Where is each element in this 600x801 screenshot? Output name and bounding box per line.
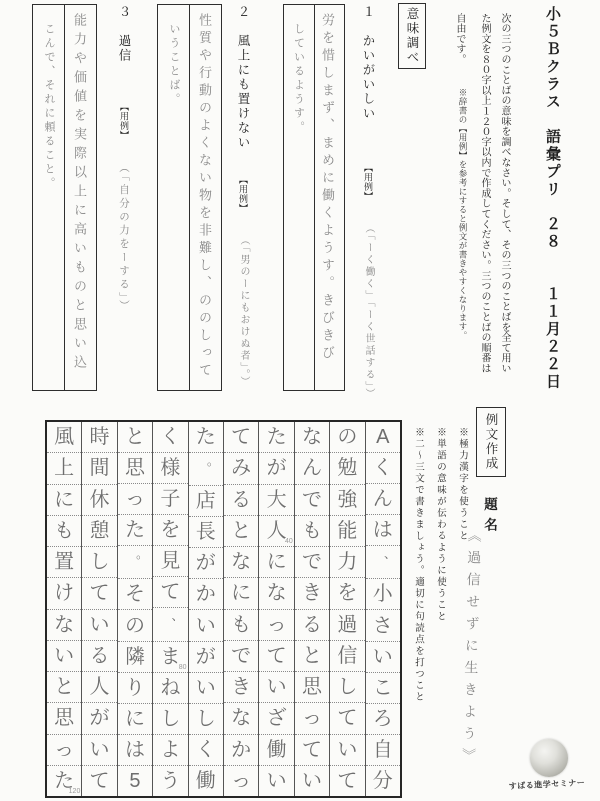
grid-cell bbox=[259, 766, 293, 796]
handwritten-character: み bbox=[231, 457, 252, 480]
handwritten-character: に bbox=[231, 582, 252, 605]
grid-cell bbox=[82, 703, 116, 734]
handwritten-character: 。 bbox=[206, 454, 219, 469]
word-1-usage-label: 【用例】 bbox=[363, 163, 373, 201]
grid-cell bbox=[153, 766, 187, 796]
handwritten-character: 上 bbox=[54, 457, 75, 480]
grid-cell bbox=[224, 703, 258, 734]
grid-column-4 bbox=[258, 422, 293, 796]
grid-column-8 bbox=[117, 422, 152, 796]
composition-note-1: ※極力漢字を使うこと bbox=[457, 427, 468, 542]
word-2-usage-handwritten: （「男のーにもおけぬ者」。） bbox=[238, 235, 249, 388]
handwritten-character: 5 bbox=[129, 769, 141, 792]
grid-cell bbox=[47, 641, 81, 672]
grid-cell bbox=[330, 672, 364, 703]
handwritten-character: も bbox=[231, 613, 252, 636]
handwritten-character: て bbox=[160, 581, 181, 604]
grid-cell bbox=[118, 735, 152, 766]
handwritten-character: な bbox=[231, 551, 252, 574]
grid-cell bbox=[224, 735, 258, 766]
composition-note-3: ※二～三文で書きましょう。適切に句読点を打つこと bbox=[413, 427, 424, 703]
grid-cell bbox=[153, 484, 187, 515]
grid-cell bbox=[118, 766, 152, 796]
handwritten-character: 、 bbox=[383, 547, 396, 562]
handwritten-character: 様 bbox=[160, 457, 181, 480]
grid-cell bbox=[82, 578, 116, 609]
handwritten-character: そ bbox=[124, 583, 145, 606]
handwritten-character: た bbox=[124, 519, 145, 542]
handwritten-character: ね bbox=[160, 676, 181, 699]
grid-cell bbox=[47, 735, 81, 766]
handwritten-character: 見 bbox=[160, 550, 181, 573]
handwritten-character: い bbox=[337, 738, 358, 761]
handwritten-character: 休 bbox=[89, 488, 110, 511]
handwritten-character: し bbox=[195, 707, 216, 730]
handwritten-character: な bbox=[266, 582, 287, 605]
grid-cell bbox=[189, 548, 223, 579]
handwritten-character: で bbox=[301, 551, 322, 574]
grid-cell bbox=[366, 766, 400, 796]
word-1-answer-column-2 bbox=[284, 5, 314, 390]
handwritten-character: 働 bbox=[266, 738, 287, 761]
seminar-logo-text: すばる進学セミナー bbox=[508, 778, 586, 791]
grid-cell bbox=[224, 766, 258, 796]
grid-cell bbox=[259, 578, 293, 609]
handwritten-character: き bbox=[301, 582, 322, 605]
grid-cell bbox=[47, 547, 81, 578]
grid-column-10 bbox=[47, 422, 81, 796]
handwritten-character: 。 bbox=[136, 547, 149, 562]
grid-cell bbox=[153, 577, 187, 608]
handwritten-character: 思 bbox=[54, 707, 75, 730]
grid-cell bbox=[189, 422, 223, 453]
grid-cell bbox=[224, 610, 258, 641]
handwritten-character: に bbox=[54, 488, 75, 511]
grid-cell bbox=[295, 672, 329, 703]
handwritten-character: て bbox=[89, 769, 110, 792]
grid-cell bbox=[82, 672, 116, 703]
handwritten-character: こ bbox=[372, 676, 393, 699]
section-meaning-lookup-label bbox=[398, 3, 426, 69]
handwritten-character: は bbox=[372, 519, 393, 542]
grid-cell bbox=[47, 578, 81, 609]
grid-cell bbox=[82, 516, 116, 547]
word-3-answer-box bbox=[32, 4, 97, 391]
handwritten-character: ん bbox=[372, 488, 393, 511]
handwritten-character: は bbox=[124, 738, 145, 761]
handwritten-character: の bbox=[124, 614, 145, 637]
handwritten-character: り bbox=[124, 676, 145, 699]
handwritten-character: っ bbox=[301, 707, 322, 730]
handwritten-character: 自 bbox=[372, 738, 393, 761]
handwritten-character: も bbox=[301, 519, 322, 542]
handwritten-character: い bbox=[195, 676, 216, 699]
grid-cell bbox=[330, 641, 364, 672]
grid-cell bbox=[153, 515, 187, 546]
grid-cell bbox=[259, 610, 293, 641]
handwritten-character: の bbox=[337, 426, 358, 449]
instructions-line2: た例文を８０字以上１２０字以内で作成してください。三つのことばの順番は bbox=[479, 13, 490, 374]
grid-cell bbox=[295, 735, 329, 766]
handwritten-character: る bbox=[89, 644, 110, 667]
grid-cell bbox=[259, 641, 293, 672]
word-3-title: ３ 過信 bbox=[117, 5, 131, 63]
handwritten-character: 憩 bbox=[89, 519, 110, 542]
handwritten-character: て bbox=[89, 582, 110, 605]
handwritten-character: ろ bbox=[372, 707, 393, 730]
grid-cell bbox=[330, 610, 364, 641]
grid-cell bbox=[153, 546, 187, 577]
handwritten-character: た bbox=[266, 426, 287, 449]
handwritten-character: な bbox=[54, 613, 75, 636]
grid-cell bbox=[47, 516, 81, 547]
char-count-marker: 40 bbox=[284, 538, 293, 545]
char-count-marker: 80 bbox=[178, 663, 187, 671]
grid-cell bbox=[82, 735, 116, 766]
grid-cell bbox=[189, 642, 223, 673]
handwritten-character: 子 bbox=[160, 488, 181, 511]
grid-cell bbox=[330, 735, 364, 766]
handwritten-character: 時 bbox=[89, 426, 110, 449]
page-title: 小５Ｂクラス 語彙プリ ２８ １１月２２日 bbox=[544, 6, 561, 391]
grid-cell bbox=[82, 453, 116, 484]
grid-cell bbox=[82, 422, 116, 453]
handwritten-character: で bbox=[301, 488, 322, 511]
word-2-title: ２ 風上にも置けない bbox=[236, 5, 250, 150]
instructions-line3: 自由です。 bbox=[454, 13, 465, 65]
handwritten-character: 風 bbox=[54, 426, 75, 449]
grid-cell bbox=[366, 515, 400, 546]
grid-cell bbox=[82, 766, 116, 796]
grid-column-9 bbox=[81, 422, 116, 796]
grid-cell bbox=[118, 579, 152, 610]
handwritten-character: 小 bbox=[372, 583, 393, 606]
grid-cell bbox=[330, 578, 364, 609]
word-3-heading bbox=[113, 5, 133, 314]
handwritten-character: な bbox=[301, 426, 322, 449]
handwritten-character: て bbox=[337, 769, 358, 792]
grid-column-2 bbox=[329, 422, 364, 796]
grid-cell bbox=[295, 578, 329, 609]
grid-cell bbox=[189, 610, 223, 641]
handwritten-character: で bbox=[231, 644, 252, 667]
grid-cell bbox=[366, 546, 400, 579]
grid-cell bbox=[295, 703, 329, 734]
handwritten-character: に bbox=[124, 707, 145, 730]
grid-cell bbox=[118, 546, 152, 579]
grid-cell bbox=[330, 766, 364, 796]
handwritten-character: な bbox=[231, 707, 252, 730]
handwritten-character: け bbox=[54, 582, 75, 605]
handwritten-character: を bbox=[337, 582, 358, 605]
handwritten-character: し bbox=[160, 707, 181, 730]
handwritten-character: ん bbox=[301, 457, 322, 480]
word-3-answer-column-1 bbox=[64, 5, 96, 390]
grid-cell bbox=[295, 453, 329, 484]
grid-column-3 bbox=[294, 422, 329, 796]
handwritten-character: 過 bbox=[337, 613, 358, 636]
grid-cell bbox=[118, 422, 152, 453]
grid-cell bbox=[330, 703, 364, 734]
grid-cell bbox=[47, 422, 81, 453]
word-3-usage-label: 【用例】 bbox=[119, 102, 129, 140]
handwritten-character: い bbox=[89, 738, 110, 761]
grid-cell bbox=[118, 610, 152, 641]
word-2-heading bbox=[232, 5, 252, 388]
grid-cell bbox=[189, 453, 223, 486]
handwritten-character: 力 bbox=[337, 551, 358, 574]
grid-cell bbox=[259, 672, 293, 703]
grid-cell bbox=[330, 453, 364, 484]
word-3-answer-column-2 bbox=[33, 5, 64, 390]
grid-cell bbox=[189, 673, 223, 704]
grid-cell bbox=[366, 704, 400, 735]
grid-cell bbox=[259, 485, 293, 516]
handwritten-character: 信 bbox=[337, 644, 358, 667]
handwritten-character: う bbox=[160, 769, 181, 792]
grid-cell bbox=[153, 735, 187, 766]
handwritten-character: 間 bbox=[89, 457, 110, 480]
grid-cell bbox=[118, 642, 152, 673]
title-label: 題名 bbox=[482, 497, 497, 538]
grid-cell bbox=[366, 735, 400, 766]
grid-cell bbox=[366, 642, 400, 673]
handwritten-character: 店 bbox=[195, 490, 216, 513]
word-1-answer-text-1: 労を惜しまず、まめに働くようす。きびきび bbox=[320, 13, 335, 363]
grid-cell bbox=[82, 485, 116, 516]
grid-cell bbox=[189, 766, 223, 796]
handwritten-character: い bbox=[301, 769, 322, 792]
grid-cell bbox=[118, 673, 152, 704]
grid-column-6 bbox=[188, 422, 223, 796]
handwritten-character: 思 bbox=[124, 457, 145, 480]
handwritten-character: が bbox=[195, 552, 216, 575]
handwritten-character: が bbox=[89, 707, 110, 730]
grid-cell bbox=[259, 453, 293, 484]
grid-cell bbox=[118, 453, 152, 484]
handwritten-character: ざ bbox=[266, 707, 287, 730]
handwritten-character: っ bbox=[266, 613, 287, 636]
grid-cell bbox=[295, 766, 329, 796]
handwritten-character: 隣 bbox=[124, 645, 145, 668]
grid-cell bbox=[330, 547, 364, 578]
seminar-logo-icon bbox=[530, 739, 568, 777]
handwritten-character: き bbox=[231, 676, 252, 699]
grid-cell bbox=[366, 610, 400, 641]
grid-cell bbox=[259, 735, 293, 766]
dictionary-hint-note: ※辞書の【用例】を参考にすると例文が書きやすくなります。 bbox=[458, 88, 468, 340]
word-2-answer-column-2 bbox=[158, 5, 189, 390]
word-2-answer-column-1 bbox=[189, 5, 221, 390]
grid-cell bbox=[189, 704, 223, 735]
handwritten-character: し bbox=[89, 551, 110, 574]
grid-cell bbox=[224, 672, 258, 703]
grid-cell bbox=[366, 484, 400, 515]
handwritten-character: い bbox=[266, 676, 287, 699]
instructions-line1: 次の三つのことばの意味を調べなさい。そして、その三つのことばを全て用い bbox=[499, 13, 510, 374]
grid-cell bbox=[47, 672, 81, 703]
grid-cell bbox=[153, 673, 187, 704]
handwritten-character: 大 bbox=[266, 488, 287, 511]
grid-cell bbox=[259, 422, 293, 453]
word-1-heading bbox=[357, 5, 377, 400]
grid-cell bbox=[224, 641, 258, 672]
handwritten-character: 分 bbox=[372, 769, 393, 792]
grid-cell bbox=[224, 453, 258, 484]
word-1-usage-handwritten: （「ーく働く」「ーく世話する」） bbox=[363, 223, 374, 400]
handwritten-character: 、 bbox=[171, 609, 184, 624]
grid-cell bbox=[47, 485, 81, 516]
grid-cell bbox=[330, 485, 364, 516]
grid-column-5 bbox=[223, 422, 258, 796]
handwritten-character: に bbox=[266, 551, 287, 574]
word-1-title: １ かいがいしい bbox=[361, 5, 375, 121]
grid-cell bbox=[189, 735, 223, 766]
handwritten-character: し bbox=[337, 676, 358, 699]
grid-cell bbox=[118, 704, 152, 735]
handwritten-character: い bbox=[89, 613, 110, 636]
grid-cell bbox=[366, 673, 400, 704]
grid-cell bbox=[153, 453, 187, 484]
grid-column-7 bbox=[152, 422, 187, 796]
composition-note-2: ※単語の意味が伝わるように使うこと bbox=[435, 427, 446, 623]
grid-cell bbox=[224, 422, 258, 453]
grid-cell bbox=[295, 610, 329, 641]
grid-cell bbox=[259, 703, 293, 734]
word-1-answer-column-1 bbox=[314, 5, 345, 390]
grid-column-1 bbox=[365, 422, 400, 796]
word-3-answer-text-1: 能力や価値を実際以上に高いものと思い込 bbox=[72, 13, 87, 374]
handwritten-character: 働 bbox=[195, 769, 216, 792]
word-3-answer-text-2: こんで、それに頼ること。 bbox=[43, 23, 55, 191]
handwritten-character: 人 bbox=[266, 519, 287, 542]
handwritten-character: る bbox=[301, 613, 322, 636]
grid-cell bbox=[295, 641, 329, 672]
handwritten-essay-title: 《過信せずに生きよう》 bbox=[460, 527, 483, 771]
grid-cell bbox=[366, 422, 400, 453]
grid-cell bbox=[224, 547, 258, 578]
grid-cell bbox=[47, 766, 81, 796]
manuscript-grid bbox=[45, 420, 402, 798]
handwritten-character: っ bbox=[124, 488, 145, 511]
grid-cell bbox=[295, 547, 329, 578]
grid-cell bbox=[47, 610, 81, 641]
word-2-answer-box bbox=[157, 4, 222, 391]
handwritten-character: た bbox=[195, 426, 216, 449]
handwritten-character: っ bbox=[231, 769, 252, 792]
grid-cell bbox=[153, 608, 187, 641]
handwritten-character: と bbox=[301, 644, 322, 667]
handwritten-character: る bbox=[231, 488, 252, 511]
grid-cell bbox=[366, 579, 400, 610]
grid-cell bbox=[82, 610, 116, 641]
grid-cell bbox=[189, 486, 223, 517]
handwritten-character: い bbox=[266, 769, 287, 792]
handwritten-character: ま bbox=[160, 645, 181, 668]
handwritten-character: が bbox=[195, 645, 216, 668]
grid-cell bbox=[82, 641, 116, 672]
handwritten-character: く bbox=[372, 457, 393, 480]
word-3-usage-handwritten: （「自分の力をーする」） bbox=[118, 162, 130, 314]
handwritten-character: 思 bbox=[301, 676, 322, 699]
grid-cell bbox=[295, 422, 329, 453]
handwritten-character: 能 bbox=[337, 519, 358, 542]
handwritten-character: く bbox=[195, 738, 216, 761]
handwritten-character: て bbox=[301, 738, 322, 761]
handwritten-character: が bbox=[266, 457, 287, 480]
word-1-answer-box bbox=[283, 4, 345, 391]
section-example-composition-text: 例文作成 bbox=[484, 413, 498, 471]
grid-cell bbox=[224, 516, 258, 547]
handwritten-character: と bbox=[54, 676, 75, 699]
handwritten-character: っ bbox=[54, 738, 75, 761]
handwritten-character: 強 bbox=[337, 488, 358, 511]
grid-cell bbox=[153, 642, 187, 673]
section-meaning-lookup-text: 意味調べ bbox=[405, 7, 419, 65]
char-count-marker: 120 bbox=[68, 788, 81, 795]
handwritten-character: と bbox=[124, 426, 145, 449]
handwritten-character: い bbox=[195, 614, 216, 637]
handwritten-character: い bbox=[372, 645, 393, 668]
handwritten-character: 人 bbox=[89, 676, 110, 699]
handwritten-character: 長 bbox=[195, 521, 216, 544]
word-1-answer-text-2: しているようす。 bbox=[292, 23, 305, 135]
handwritten-character: よ bbox=[160, 738, 181, 761]
handwritten-character: て bbox=[337, 707, 358, 730]
handwritten-character: と bbox=[231, 519, 252, 542]
grid-cell bbox=[189, 579, 223, 610]
grid-cell bbox=[153, 422, 187, 453]
grid-cell bbox=[82, 547, 116, 578]
handwritten-character: を bbox=[160, 519, 181, 542]
handwritten-character: A bbox=[376, 426, 390, 449]
word-2-answer-text-2: いうことば。 bbox=[168, 23, 180, 107]
section-example-composition-label bbox=[476, 407, 506, 477]
grid-cell bbox=[295, 516, 329, 547]
handwritten-character: か bbox=[195, 583, 216, 606]
handwritten-character: い bbox=[54, 644, 75, 667]
grid-cell bbox=[189, 517, 223, 548]
handwritten-character: か bbox=[231, 738, 252, 761]
word-2-answer-text-1: 性質や行動のよくない物を非難し、ののしって bbox=[197, 13, 212, 381]
handwritten-character: て bbox=[231, 426, 252, 449]
grid-cell bbox=[47, 453, 81, 484]
handwritten-character: も bbox=[54, 519, 75, 542]
grid-cell bbox=[259, 547, 293, 578]
grid-cell bbox=[295, 485, 329, 516]
grid-cell bbox=[330, 422, 364, 453]
grid-cell bbox=[153, 704, 187, 735]
handwritten-character: た bbox=[54, 769, 75, 792]
word-2-usage-label: 【用例】 bbox=[238, 175, 248, 213]
grid-cell bbox=[330, 516, 364, 547]
grid-cell bbox=[118, 515, 152, 546]
handwritten-character: 勉 bbox=[337, 457, 358, 480]
handwritten-character: く bbox=[160, 426, 181, 449]
grid-cell bbox=[224, 485, 258, 516]
handwritten-character: さ bbox=[372, 614, 393, 637]
handwritten-character: て bbox=[266, 644, 287, 667]
grid-cell bbox=[259, 516, 293, 547]
grid-cell bbox=[224, 578, 258, 609]
grid-cell bbox=[366, 453, 400, 484]
grid-cell bbox=[47, 703, 81, 734]
handwritten-character: 置 bbox=[54, 551, 75, 574]
grid-cell bbox=[118, 484, 152, 515]
